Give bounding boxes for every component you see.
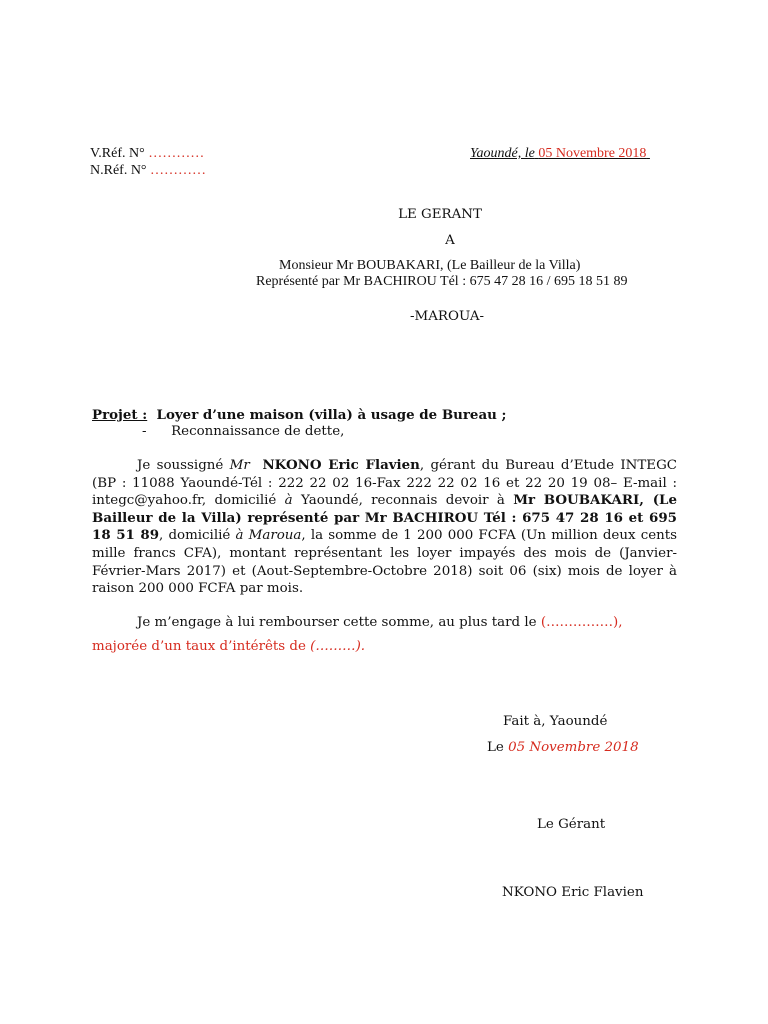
project-line xyxy=(92,407,506,423)
project-label: Projet : xyxy=(92,407,148,423)
signatory-role: Le Gérant xyxy=(537,817,606,832)
body-paragraph-2: Je m’engage à lui rembourser cette somme, au plus tard le (……………), majorée d’un taux d’intérêts de (………). xyxy=(92,615,623,654)
project-item xyxy=(142,424,344,439)
closing-place: Fait à, Yaoundé xyxy=(503,714,608,729)
sender-title: LE GERANT xyxy=(398,207,482,222)
vref-line xyxy=(90,146,204,162)
to-line: A xyxy=(445,233,455,248)
recipient-line: Monsieur Mr BOUBAKARI, (Le Bailleur de la Villa) xyxy=(279,258,581,273)
vref-label: V.Réf. N° xyxy=(90,146,145,161)
interest-rate: (………). xyxy=(310,639,366,654)
closing-le: Le xyxy=(487,740,504,755)
closing-date: 05 Novembre 2018 xyxy=(508,740,639,755)
dateline-date: 05 Novembre 2018 xyxy=(538,146,647,161)
debtor-name: NKONO Eric Flavien xyxy=(262,457,420,473)
project-bullet: - xyxy=(142,424,147,439)
city-line: -MAROUA- xyxy=(410,309,485,324)
nref-line xyxy=(90,163,206,179)
nref-label: N.Réf. N° xyxy=(90,163,147,178)
nref-value: ………… xyxy=(150,163,207,178)
body-paragraph-1: Je soussigné Mr NKONO Eric Flavien, gérant du Bureau d’Etude INTEGC (BP : 11088 Yaoundé-Tél : 222 22 02 16-Fax 222 22 02 16 et 22 20 19 08– E-mail : integc@yahoo.fr, domicilié à Yaoundé, reconnais devoir à Mr BOUBAKARI, (Le Bailleur de la Villa) représenté par Mr BACHIROU Tél : 675 47 28 16 et 695 18 51 89, domicilié à Maroua, la somme de 1 200 000 FCFA (Un million deux cents mille francs CFA), montant représentant les loyer impayés des mois de (Janvier-Février-Mars 2017) et (Aout-Septembre-Octobre 2018) soit 06 (six) mois de loyer à raison 200 000 FCFA par mois. xyxy=(92,457,678,597)
closing-date-line xyxy=(487,740,639,755)
signatory-name: NKONO Eric Flavien xyxy=(502,885,644,900)
creditor-name: Mr BOUBAKARI, (Le Bailleur de la Villa) représenté par Mr BACHIROU Tél : 675 47 28 16 et 695 18 51 89 xyxy=(92,492,677,544)
repayment-terms: (……………), majorée d’un taux d’intérêts de xyxy=(92,615,623,654)
project-title: Loyer d’une maison (villa) à usage de Bureau ; xyxy=(156,407,507,423)
project-item-text: Reconnaissance de dette, xyxy=(171,424,345,439)
representative-line: Représenté par Mr BACHIROU Tél : 675 47 28 16 / 695 18 51 89 xyxy=(256,274,628,289)
vref-value: ………… xyxy=(148,146,205,161)
dateline-place: Yaoundé, le xyxy=(470,146,535,161)
dateline xyxy=(470,146,650,162)
